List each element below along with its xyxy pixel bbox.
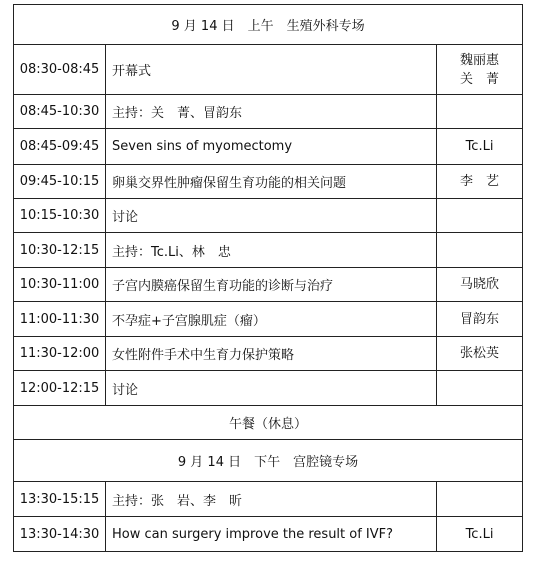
time-cell: 08:45-10:30 (14, 95, 106, 129)
topic-cell: 开幕式 (106, 45, 437, 95)
topic-cell: 女性附件手术中生育力保护策略 (106, 337, 437, 371)
topic-cell: 卵巢交界性肿瘤保留生育功能的相关问题 (106, 165, 437, 199)
speaker-cell (437, 371, 523, 406)
topic-cell: 主持：Tc.Li、林 忠 (106, 233, 437, 268)
speaker-name: 张松英 (460, 346, 500, 361)
speaker-name: 李 艺 (460, 174, 500, 189)
topic-cell: 主持：关 菁、冒韵东 (106, 95, 437, 129)
speaker-name: Tc.Li (465, 139, 494, 154)
time-cell: 08:45-09:45 (14, 129, 106, 165)
time-cell: 11:00-11:30 (14, 302, 106, 337)
speaker-name: 冒韵东 (460, 311, 500, 327)
pm-session-header: 9 月 14 日 下午 宫腔镜专场 (14, 440, 523, 482)
schedule-table (13, 4, 523, 552)
time-cell: 13:30-15:15 (14, 482, 106, 517)
time-cell: 13:30-14:30 (14, 517, 106, 552)
speaker-cell (437, 95, 523, 129)
speaker-cell (437, 268, 523, 302)
topic-cell: 讨论 (106, 199, 437, 233)
topic-cell: 主持：张 岩、李 昕 (106, 482, 437, 517)
speaker-cell (437, 165, 523, 199)
speaker-name: 关 菁 (460, 71, 500, 87)
time-cell: 10:15-10:30 (14, 199, 106, 233)
speaker-name: Tc.Li (465, 526, 494, 542)
schedule-row (14, 45, 523, 95)
schedule-row (14, 95, 523, 129)
am-session-header: 9 月 14 日 上午 生殖外科专场 (14, 5, 523, 45)
topic-cell: Seven sins of myomectomy (106, 129, 437, 165)
schedule-row (14, 129, 523, 165)
time-cell: 10:30-11:00 (14, 268, 106, 302)
schedule-row (14, 302, 523, 337)
schedule-row (14, 165, 523, 199)
schedule-row (14, 268, 523, 302)
schedule-row (14, 233, 523, 268)
time-cell: 08:30-08:45 (14, 45, 106, 95)
speaker-cell (437, 337, 523, 371)
lunch-break-row (14, 406, 523, 440)
speaker-cell (437, 517, 523, 552)
speaker-cell (437, 129, 523, 165)
time-cell: 12:00-12:15 (14, 371, 106, 406)
time-cell: 09:45-10:15 (14, 165, 106, 199)
topic-cell: How can surgery improve the result of IVF? (106, 517, 437, 552)
lunch-break: 午餐（休息） (14, 406, 523, 440)
speaker-cell (437, 233, 523, 268)
am-header-row (14, 5, 523, 45)
schedule-row (14, 371, 523, 406)
schedule-body (14, 5, 523, 552)
time-cell: 11:30-12:00 (14, 337, 106, 371)
speaker-cell (437, 199, 523, 233)
pm-session-header-row (14, 440, 523, 482)
schedule-row (14, 337, 523, 371)
speaker-cell (437, 45, 523, 95)
topic-cell: 子宫内膜癌保留生育功能的诊断与治疗 (106, 268, 437, 302)
schedule-row (14, 199, 523, 233)
speaker-cell (437, 482, 523, 517)
speaker-cell (437, 302, 523, 337)
topic-cell: 讨论 (106, 371, 437, 406)
schedule-row (14, 482, 523, 517)
topic-cell: 不孕症+子宫腺肌症（瘤） (106, 302, 437, 337)
speaker-name: 魏丽惠 (460, 52, 500, 68)
schedule-row (14, 517, 523, 552)
time-cell: 10:30-12:15 (14, 233, 106, 268)
speaker-name: 马晓欣 (460, 277, 500, 292)
